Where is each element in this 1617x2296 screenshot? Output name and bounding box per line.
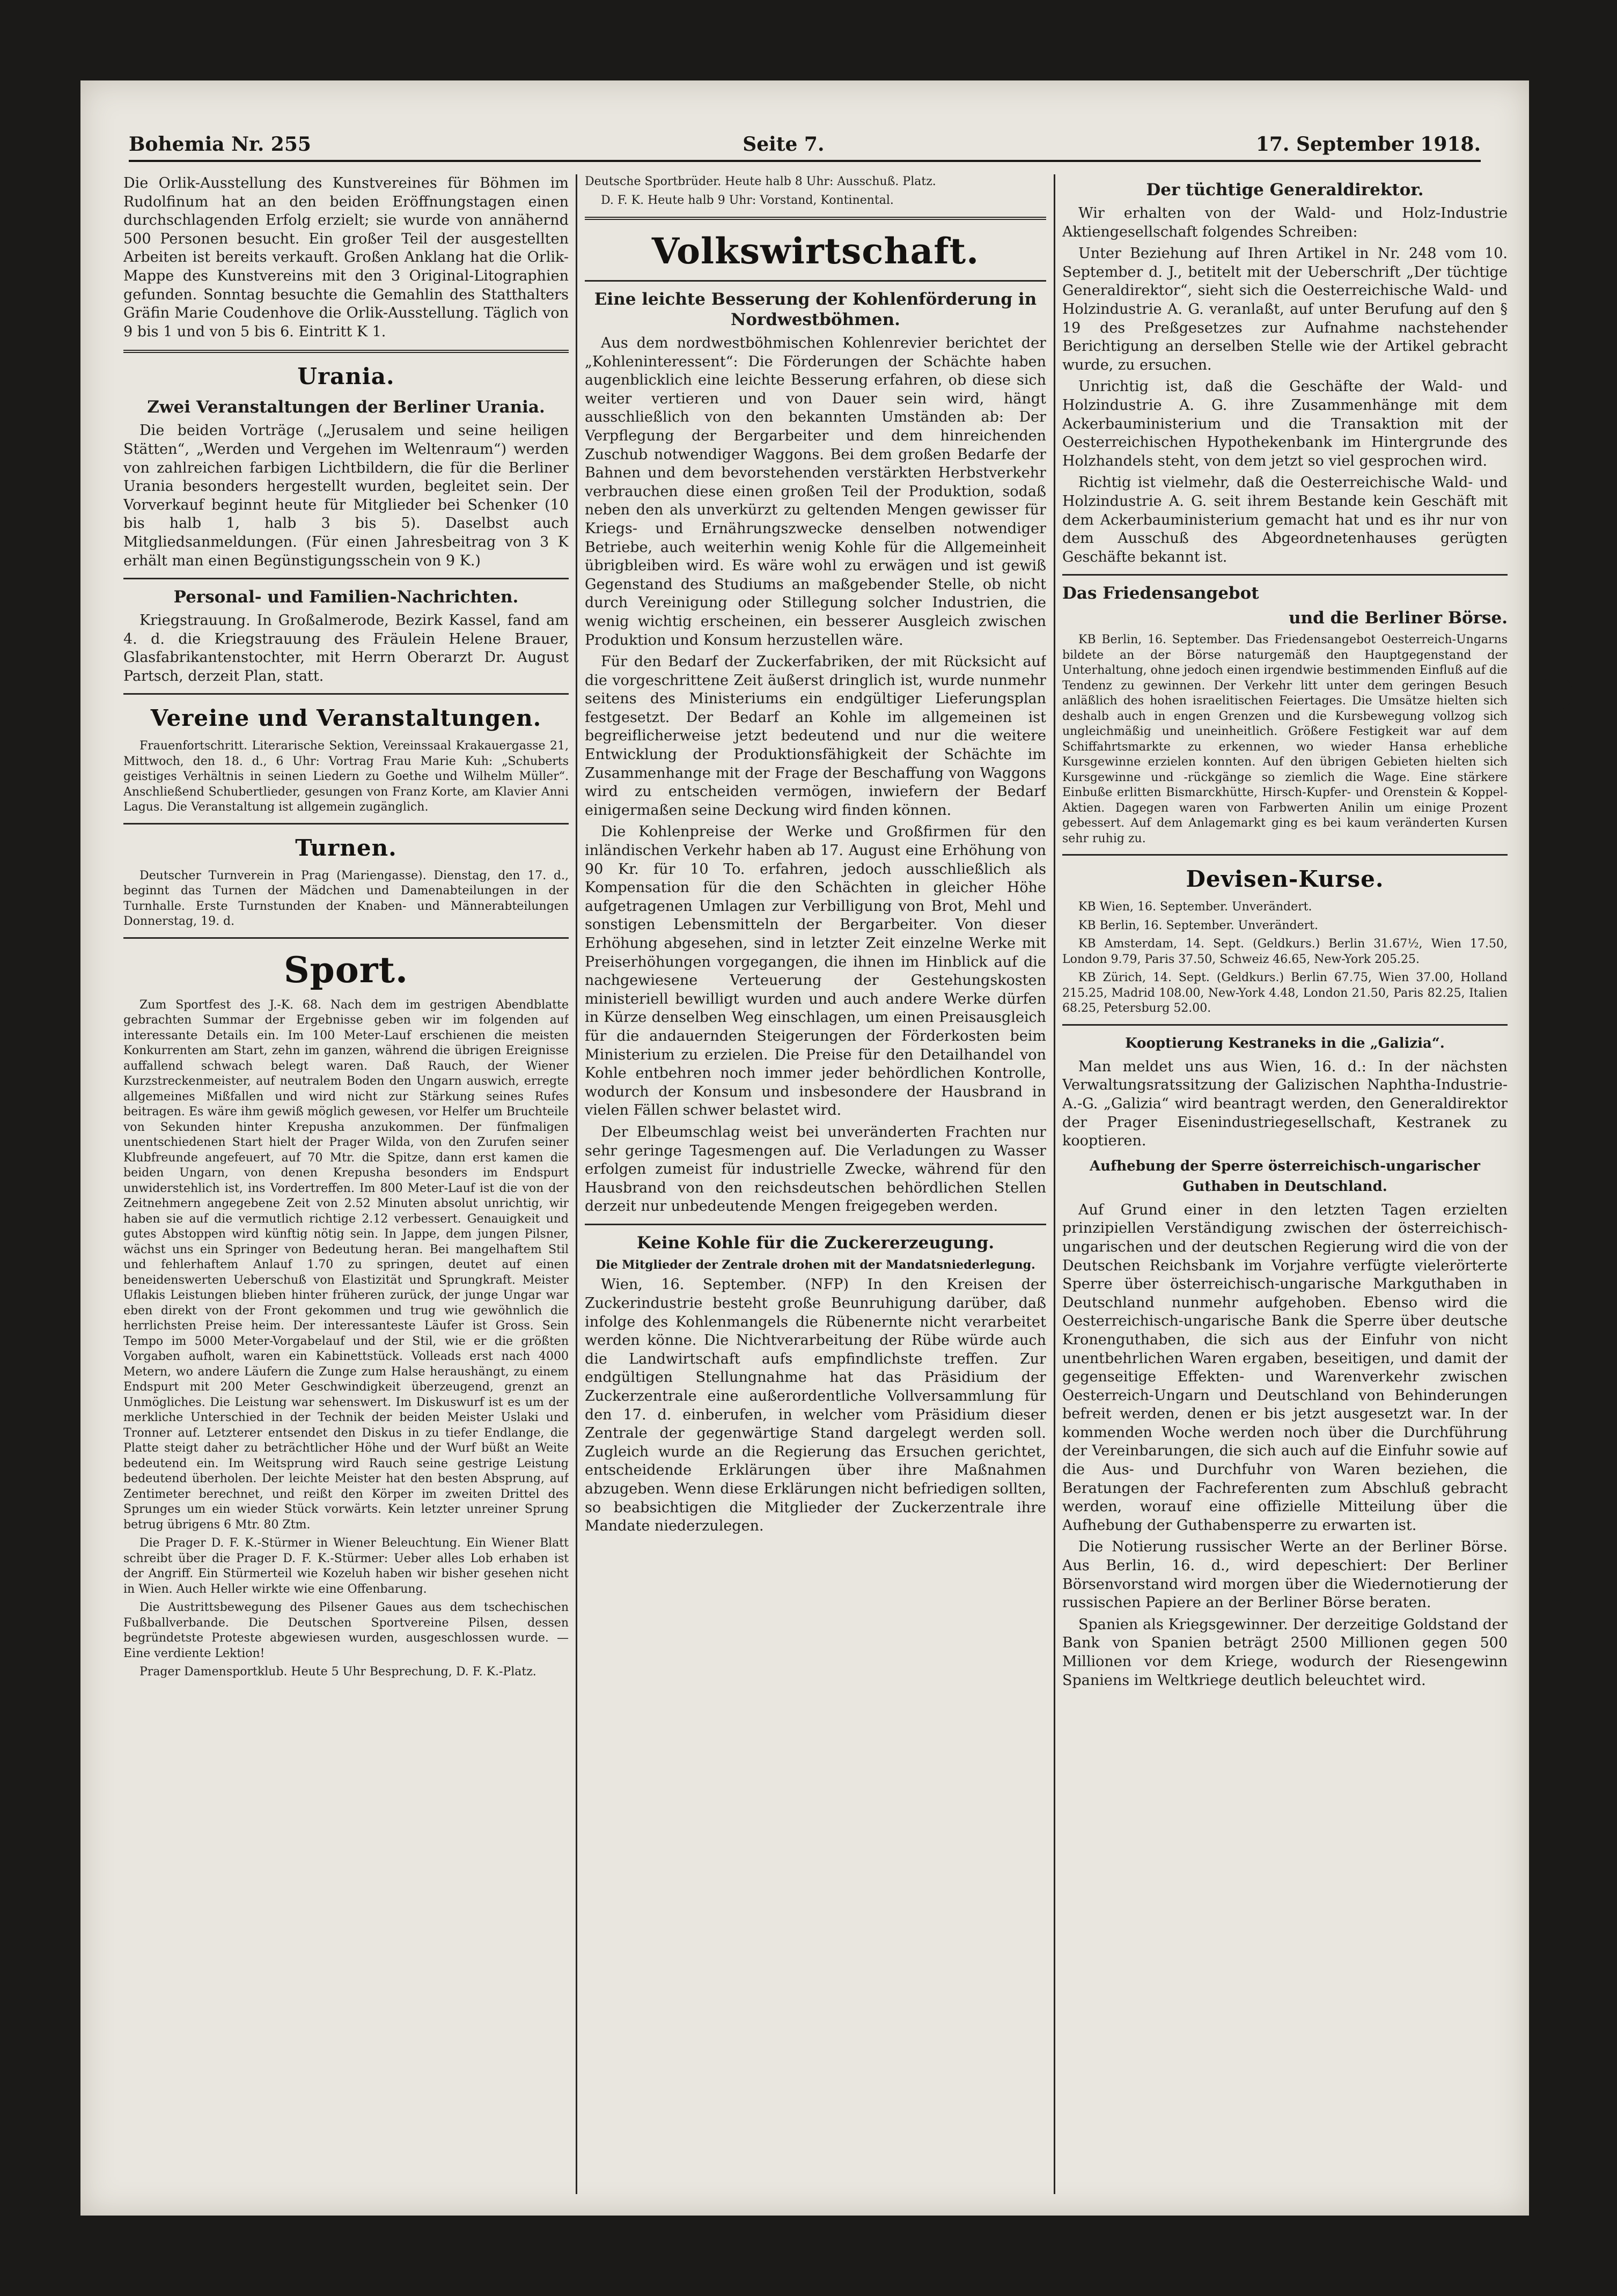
volkswirtschaft-heading: Volkswirtschaft. bbox=[651, 230, 980, 272]
sperre-text: Auf Grund einer in den letzten Tagen erzielten prinzipiellen Verständigung zwischen der österreichisch-ungarischen und der deutschen Regierung wird die von der Deutschen Reichsbank im Vorjahre verfügte vielerörterte Sperre über österreichisch-ungarische Markguthaben in Deutschland nunmehr aufgehoben. Ebenso wird die Oesterreichisch-ungarische Bank die Sperre über deutsche Kronenguthaben, die sich aus der Einfuhr von nicht unentbehrlichen Waren ergaben, beseitigen, und damit der gegenseitige Effekten- und Warenverkehr zwischen Oesterreich-Ungarn und Deutschland von Behinderungen befreit werden, denen er bis jetzt ausgesetzt war. In der kommenden Woche werden noch über die Durchführung der Vereinbarungen, die sich auch auf die Einfuhr sowie auf die Aus- und Durchfuhr von Waren beziehen, die Beratungen der Fachreferenten zum Abschluß gebracht werden, worauf eine offizielle Mitteilung über die Aufhebung der Guthabensperre zu erwarten ist. bbox=[1062, 1201, 1508, 1534]
column-left bbox=[123, 174, 569, 2194]
kohle-paragraph-3: Die Kohlenpreise der Werke und Großfirmen für den inländischen Verkehr haben ab 17. August eine Erhöhung von 90 Kr. für 10 To. erfahren, jedoch ausschließlich als Kompensation für die den Schächten in gleicher Höhe aufgetragenen Umlagen zur Verbilligung von Brot, Mehl und sonstigen Lebensmitteln der Bergarbeiter. Von dieser Erhöhung abgesehen, sind in letzter Zeit einzelne Werke mit Preiserhöhungen vorgegangen, die ihnen im Hinblick auf die nachgewiesene Verteuerung der Gestehungskosten ministeriell bewilligt wurden und auch andere Werke dürfen in Kürze denselben Weg einschlagen, um einen Preisausgleich für die andauernden Steigerungen der Förderkosten beim Ministerium zu erzielen. Die Preise für den Detailhandel von Kohle entbehren noch immer jeder behördlichen Kontrolle, wodurch der Konsum und insbesondere der Hausbrand in vielen Fällen schwer belastet wird. bbox=[585, 823, 1046, 1119]
vereine-text: Frauenfortschritt. Literarische Sektion, Vereinssaal Krakauergasse 21, Mittwoch, den 18. d., 6 Uhr: Vortrag Frau Marie Kuh: „Schuberts geistiges Verhältnis in seinen Liedern zu Goethe und Wilhelm Müller“. Anschließend Schubertlieder, gesungen von Franz Korte, am Klavier Anni Lagus. Die Veranstaltung ist allgemein zugänglich. bbox=[123, 739, 569, 814]
sperre-heading: Aufhebung der Sperre österreichisch-ungarischer Guthaben in Deutschland. bbox=[1089, 1158, 1481, 1195]
column-right bbox=[1062, 174, 1508, 2194]
sport-heading: Sport. bbox=[283, 948, 409, 991]
kohle-paragraph-4: Der Elbeumschlag weist bei unveränderten Frachten nur sehr geringe Tagesmengen auf. Die Verladungen zu Wasser erfolgen zumeist für industrielle Zwecke, während für den Hausbrand von den reichsdeutschen behördlichen Stellen derzeit nur unbedeutende Mengen freigegeben werden. bbox=[585, 1123, 1046, 1215]
urania-text: Die beiden Vorträge („Jerusalem und seine heiligen Stätten“, „Werden und Vergehen im Weltenraum“) werden von zahlreichen farbigen Lichtbildern, die für die Berliner Urania besonders hergestellt wurden, begleitet sein. Der Vorverkauf beginnt heute für Mitglieder bei Schenker (10 bis halb 1, halb 3 bis 5). Daselbst auch Mitgliedsanmeldungen. (Für einen Jahresbeitrag von 3 K erhält man einen Begünstigungsschein von 9 K.) bbox=[123, 422, 569, 569]
generaldirektor-heading: Der tüchtige Generaldirektor. bbox=[1146, 180, 1424, 200]
generaldirektor-paragraph-2: Unter Beziehung auf Ihren Artikel in Nr. 248 vom 10. September d. J., betitelt mit der Ueberschrift „Der tüchtige Generaldirektor“, sieht sich die Oesterreichische Wald- und Holzindustrie A. G. veranlaßt, auf unter Berufung auf den § 19 des Preßgesetzes zur Aufnahme nachstehender Berichtigung an derselben Stelle wie der Artikel gebracht wurde, zu ersuchen. bbox=[1062, 245, 1508, 373]
section-divider bbox=[585, 1224, 1046, 1225]
zucker-heading: Keine Kohle für die Zuckererzeugung. bbox=[636, 1233, 995, 1253]
column-divider-1 bbox=[576, 174, 577, 2194]
devisen-berlin: KB Berlin, 16. September. Unverändert. bbox=[1078, 918, 1319, 932]
header-date: 17. September 1918. bbox=[1255, 133, 1481, 156]
vereine-heading: Vereine und Veranstaltungen. bbox=[150, 705, 542, 732]
friedensangebot-heading-1: Das Friedensangebot bbox=[1062, 584, 1259, 604]
devisen-wien: KB Wien, 16. September. Unverändert. bbox=[1078, 900, 1312, 914]
kestranek-heading: Kooptierung Kestraneks in die „Galizia“. bbox=[1125, 1035, 1445, 1051]
section-divider bbox=[585, 217, 1046, 220]
binder-hole bbox=[1539, 1566, 1573, 1601]
devisen-amsterdam: KB Amsterdam, 14. Sept. (Geldkurs.) Berlin 31.67½, Wien 17.50, London 9.79, Paris 37.50, Schweiz 46.65, New-York 205.25. bbox=[1062, 937, 1508, 966]
turnen-text: Deutscher Turnverein in Prag (Mariengasse). Dienstag, den 17. d., beginnt das Turnen der Mädchen und Damenabteilungen in der Turnhalle. Erste Turnstunden der Knaben- und Männerabteilungen Donnerstag, 19. d. bbox=[123, 869, 569, 929]
notice-dfk: D. F. K. Heute halb 9 Uhr: Vorstand, Kontinental. bbox=[601, 193, 894, 207]
section-divider bbox=[123, 578, 569, 579]
generaldirektor-paragraph-1: Wir erhalten von der Wald- und Holz-Industrie Aktiengesellschaft folgendes Schreiben: bbox=[1062, 205, 1508, 240]
russische-werte-text: Die Notierung russischer Werte an der Berliner Börse. Aus Berlin, 16. d., wird depeschiert: Der Berliner Börsenvorstand wird morgen über die Wiedernotierung der russischen Papiere an der Berliner Börse beraten. bbox=[1062, 1539, 1508, 1611]
sport-text-3: Die Austrittsbewegung des Pilsener Gaues aus dem tschechischen Fußballverbande. Die Deutschen Sportvereine Pilsen, dessen begründetste Proteste abgewiesen wurden, ausgeschlossen wurde. — Eine verdiente Lektion! bbox=[123, 1601, 569, 1660]
orlik-article: Die Orlik-Ausstellung des Kunstvereines für Böhmen im Rudolfinum hat an den beiden Eröffnungstagen einen durchschlagenden Erfolg erzielt; sie wurde von annähernd 500 Personen besucht. Ein großer Teil der ausgestellten Arbeiten ist bereits verkauft. Großen Anklang hat die Orlik-Mappe des Kunstvereins mit den 3 Original-Litographien gefunden. Sonntag besuchte die Gemahlin des Statthalters Gräfin Marie Coudenhove die Orlik-Ausstellung. Täglich von 9 bis 1 und von 5 bis 6. Eintritt K 1. bbox=[123, 175, 569, 340]
friedensangebot-text: KB Berlin, 16. September. Das Friedensangebot Oesterreich-Ungarns bildete an der Börse naturgemäß den Hauptgegenstand der Unterhaltung, ohne jedoch einen irgendwie bestimmenden Einfluß auf die Tendenz zu gewinnen. Der Verkehr litt unter dem geringen Besuch anläßlich des hohen israelitischen Feiertages. Die Umsätze hielten sich deshalb auch in engen Grenzen und die Kursbewegung vollzog sich ungleichmäßig und uneinheitlich. Größere Festigkeit war auf dem Schiffahrtsmarkte zu erkennen, wo wieder Hansa erhebliche Kursgewinne erzielen konnten. Auf den übrigen Gebieten hielten sich Kursgewinne und -rückgänge so ziemlich die Wage. Eine stärkere Einbuße erlitten Bismarckhütte, Hirsch-Kupfer- und Orenstein & Koppel-Aktien. Dagegen waren von Farbwerten Anilin um einige Prozent gebessert. Auf dem Anlagemarkt ging es bei kaum veränderten Kursen sehr ruhig zu. bbox=[1062, 633, 1508, 845]
header-page-number: Seite 7. bbox=[743, 133, 825, 156]
header-issue: Bohemia Nr. 255 bbox=[129, 133, 311, 156]
newspaper-page bbox=[80, 80, 1529, 2216]
binder-hole bbox=[1539, 676, 1573, 710]
notice-sportbrueder: Deutsche Sportbrüder. Heute halb 8 Uhr: Ausschuß. Platz. bbox=[585, 175, 936, 188]
column-middle bbox=[585, 174, 1046, 2194]
devisen-zuerich: KB Zürich, 14. Sept. (Geldkurs.) Berlin 67.75, Wien 37.00, Holland 215.25, Madrid 108.00, New-York 4.48, London 21.50, Paris 82.25, Italien 68.25, Petersburg 52.00. bbox=[1062, 971, 1508, 1015]
section-divider bbox=[123, 350, 569, 353]
column-divider-2 bbox=[1054, 174, 1055, 2194]
zucker-subheading: Die Mitglieder der Zentrale drohen mit der Mandatsniederlegung. bbox=[596, 1257, 1035, 1272]
spanien-text: Spanien als Kriegsgewinner. Der derzeitige Goldstand der Bank von Spanien beträgt 2500 Millionen gegen 500 Millionen vor dem Kriege, wodurch der Riesengewinn Spaniens im Weltkriege deutlich beleuchtet wird. bbox=[1062, 1616, 1508, 1689]
turnen-heading: Turnen. bbox=[295, 834, 397, 861]
sport-text-2: Die Prager D. F. K.-Stürmer in Wiener Beleuchtung. Ein Wiener Blatt schreibt über die Prager D. F. K.-Stürmer: Ueber alles Lob erhaben ist der Angriff. Ein Stürmerteil wie Kozeluh haben wir bisher gesehen nicht in Wien. Auch Heller wirkte wie eine Offenbarung. bbox=[123, 1536, 569, 1596]
devisen-heading: Devisen-Kurse. bbox=[1186, 866, 1384, 893]
urania-subheading: Zwei Veranstaltungen der Berliner Urania. bbox=[147, 398, 545, 417]
page-header bbox=[129, 118, 1481, 162]
section-divider bbox=[1062, 854, 1508, 856]
sport-text-1: Zum Sportfest des J.-K. 68. Nach dem im gestrigen Abendblatte gebrachten Summar der Ergebnisse geben wir im folgenden auf interessante Details ein. Im 100 Meter-Lauf erschienen die meisten Konkurrenten am Start, zehn im ganzen, während die übrigen Ereignisse auffallend schwach belegt waren. Daß Rauch, der Wiener Kurzstreckenmeister, auf neutralem Boden den Ungarn auswich, erregte allgemeines Mißfallen und wird nicht zur Stärkung seines Rufes beitragen. Es wäre ihm gewiß möglich gewesen, vor Helfer um Bruchteile von Sekunden hinter Krepusha anzukommen. Der fünfmaligen unentschiedenen Start hielt der Prager Wilda, von den Zurufen seiner Klubfreunde angefeuert, auf 70 Mtr. die Spitze, dann erst kamen die beiden Ungarn, von denen Krepusha besonders im Endspurt unwiderstehlich ist, ins Vordertreffen. Im 800 Meter-Lauf ist die von der Zeitnehmern angegebene Zeit von 2.52 Minuten absolut unrichtig, wir haben sie auf die vermutlich richtige 2.12 verbessert. Genauigkeit und gutes Abstoppen wird künftig nötig sein. In Jappe, dem jungen Pilsner, wächst uns ein Springer von Bedeutung heran. Bei mangelhaftem Stil und fehlerhaftem Anlauf 1.70 zu springen, deutet auf einen beneidenswerten Ueberschuß von Elastizität und Sprungkraft. Meister Uflakis Leistungen blieben hinter früheren zurück, der junge Ungar war eben direkt von der Front gekommen und trug wie gewöhnlich die herrlichsten Preise heim. Der interessanteste Läufer ist Gross. Sein Tempo im 5000 Meter-Vorgabelauf und der Stil, wie er die größten Vorgaben aufholt, waren ein Kabinettstück. Volleads erst nach 4000 Metern, wo andere Läufern die Zunge zum Halse heraushängt, zu einem Endspurt mit 200 Meter Geschwindigkeit überzeugend, grenzt an Unmögliches. Die Leistung war sehenswert. Im Diskuswurf ist es um der merkliche Unterschied in der Technik der beiden Meister Uslaki und Tronner auf. Letzterer entsendet den Diskus in zu tiefer Endlange, die Platte steigt daher zu beträchtlicher Höhe und der Wurf büßt an Weite bedeutend ein. Im Weitsprung wird Rauch seine gestrige Leistung bedeutend überholen. Der leichte Meister hat den besten Absprung, auf Zentimeter berechnet, und reißt den Körper im zweiten Drittel des Sprunges um ein wieder Stück vorwärts. Kein letzter unreiner Sprung betrug übrigens 6 Mtr. 80 Ztm. bbox=[123, 998, 569, 1532]
urania-heading: Urania. bbox=[297, 363, 395, 390]
generaldirektor-paragraph-4: Richtig ist vielmehr, daß die Oesterreichische Wald- und Holzindustrie A. G. seit ihrem Bestande kein Geschäft mit dem Ackerbauministerium gemacht hat und es ihr nur von dem Ausschuß des Abgeordnetenhauses gerügten Geschäfte bekannt ist. bbox=[1062, 474, 1508, 565]
section-divider bbox=[123, 823, 569, 825]
generaldirektor-paragraph-3: Unrichtig ist, daß die Geschäfte der Wald- und Holzindustrie A. G. ihre Zusammenhänge mit dem Ackerbauministerium und die Transaktion mit der Oesterreichischen Hypothekenbank im Hintergrunde des Holzhandels steht, von dem jetzt so viel gesprochen wird. bbox=[1062, 378, 1508, 469]
kestranek-text: Man meldet uns aus Wien, 16. d.: In der nächsten Verwaltungsratssitzung der Galizischen Naphtha-Industrie-A.-G. „Galizia“ wird beantragt werden, den Generaldirektor der Prager Eisenindustriegesellschaft, Kestranek zu kooptieren. bbox=[1062, 1058, 1508, 1150]
personal-heading: Personal- und Familien-Nachrichten. bbox=[173, 587, 519, 607]
kohle-paragraph-1: Aus dem nordwestböhmischen Kohlenrevier berichtet der „Kohleninteressent“: Die Förderungen der Schächte haben augenblicklich eine leichte Besserung erfahren, ob diese sich weiter vertieren und von Dauer sein wird, hängt ausschließlich von den bekannten Umständen ab: Der Verpflegung der Bergarbeiter und dem hinreichenden Zuschub notwendiger Waggons. Bei dem großen Bedarfe der Bahnen und dem bevorstehenden verstärkten Herbstverkehr verbrauchen diese einen großen Teil der Produktion, sodaß neben den als unverkürzt zu geltenden Mengen gewisser für Kriegs- und Ernährungszwecke denselben notwendiger Betriebe, auch weiterhin wenig Kohle für die Allgemeinheit übrigbleiben wird. Es wäre wohl zu erwägen und ist gewiß Gegenstand des Studiums an maßgebender Stelle, ob nicht durch Vereinigung oder Stillegung solcher Industrien, die wenig wichtig erscheinen, ein besserer Ausgleich zwischen Produktion und Konsum herzustellen wäre. bbox=[585, 335, 1046, 649]
friedensangebot-heading-2: und die Berliner Börse. bbox=[1289, 608, 1508, 628]
zucker-text: Wien, 16. September. (NFP) In den Kreisen der Zuckerindustrie besteht große Beunruhigung darüber, daß infolge des Kohlenmangels die Rübenernte nicht verarbeitet werden könne. Die Nichtverarbeitung der Rübe würde auch die Landwirtschaft aufs empfindlichste treffen. Zur endgültigen Stellungnahme hat das Präsidium der Zuckerzentrale eine außerordentliche Vollversammlung für den 17. d. einberufen, in welcher vom Präsidium dieser Zentrale der gegenwärtige Stand dargelegt werden soll. Zugleich wurde an die Regierung das Ersuchen gerichtet, entscheidende Erklärungen über ihre Maßnahmen abzugeben. Wenn diese Erklärungen nicht befriedigen sollten, so beabsichtigen die Mitglieder der Zuckerzentrale ihre Mandate niederzulegen. bbox=[585, 1276, 1046, 1535]
section-divider bbox=[123, 937, 569, 939]
kohle-heading: Eine leichte Besserung der Kohlenförderung in Nordwestböhmen. bbox=[594, 290, 1037, 329]
personal-text: Kriegstrauung. In Großalmerode, Bezirk Kassel, fand am 4. d. die Kriegstrauung des Fräulein Helene Brauer, Glasfabrikantenstochter, mit Herrn Oberarzt Dr. August Partsch, derzeit Plan, statt. bbox=[123, 612, 569, 685]
kohle-paragraph-2: Für den Bedarf der Zuckerfabriken, der mit Rücksicht auf die vorgeschrittene Zeit äußerst dringlich ist, wurde nunmehr seitens des Ministeriums ein endgültiger Lieferungsplan festgesetzt. Der Bedarf an Kohle im allgemeinen ist begreiflicherweise jetzt bedeutend und nur die weitere Entwicklung der Produktionsfähigkeit der Schächte im Zusammenhange mit der Frage der Beschaffung von Waggons wird zu entscheiden vermögen, inwiefern der Bedarf einigermaßen seine Deckung wird finden können. bbox=[585, 653, 1046, 819]
sport-text-4: Prager Damensportklub. Heute 5 Uhr Besprechung, D. F. K.-Platz. bbox=[139, 1665, 536, 1679]
section-divider bbox=[123, 693, 569, 695]
section-divider bbox=[1062, 574, 1508, 576]
section-divider bbox=[585, 280, 1046, 282]
section-divider bbox=[1062, 1024, 1508, 1026]
